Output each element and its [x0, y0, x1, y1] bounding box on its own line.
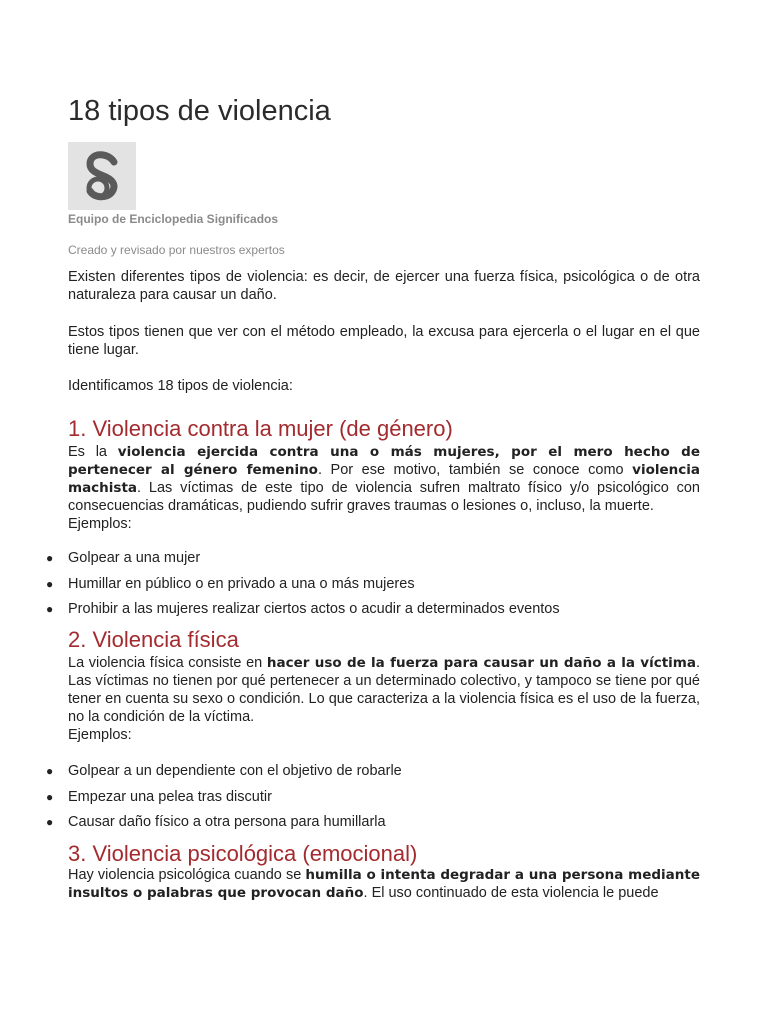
intro-paragraph: Existen diferentes tipos de violencia: es decir, de ejercer una fuerza física, psicológica o de otra naturaleza para causar un daño.: [68, 269, 700, 303]
list-item: ● Humillar en público o en privado a una o más mujeres: [0, 572, 700, 598]
section-heading: 1. Violencia contra la mujer (de género): [68, 416, 453, 441]
bullet-icon: ●: [46, 764, 54, 778]
bullet-icon: ●: [46, 576, 54, 591]
examples-list: [0, 759, 700, 836]
section-heading: 3. Violencia psicológica (emocional): [68, 841, 418, 866]
examples-label: Ejemplos:: [68, 516, 132, 532]
list-item: ● Golpear a un dependiente con el objetivo de robarle: [0, 759, 700, 785]
list-item: ● Golpear a una mujer: [0, 546, 700, 572]
list-item: ● Causar daño físico a otra persona para humillarla: [0, 810, 700, 836]
bullet-icon: ●: [46, 551, 54, 565]
section-body: La violencia física consiste en hacer uso de la fuerza para causar un daño a la víctima. Las víctimas no tienen por qué pertenecer a un determinado colectivo, y tampoco se tiene por qué tener en cuenta su sexo o condición. Lo que caracteriza a la violencia física es el uso de la fuerza, no la condición de la víctima.: [68, 655, 700, 725]
intro-paragraph: Estos tipos tienen que ver con el método empleado, la excusa para ejercerla o el lugar en el que tiene lugar.: [68, 324, 700, 358]
examples-list: [0, 546, 700, 623]
reviewed-note: Creado y revisado por nuestros expertos: [68, 243, 285, 257]
page-title: 18 tipos de violencia: [68, 95, 331, 127]
intro-paragraph: Identificamos 18 tipos de violencia:: [68, 378, 293, 394]
significados-logo: [68, 142, 136, 210]
examples-label: Ejemplos:: [68, 727, 132, 743]
bullet-icon: ●: [46, 602, 54, 616]
section-body: Es la violencia ejercida contra una o más mujeres, por el mero hecho de pertenecer al género femenino. Por ese motivo, también se conoce como violencia machista. Las víctimas de este tipo de violencia sufren maltrato físico y/o psicológico con consecuencias dramáticas, pudiendo sufrir graves traumas o lesiones o, incluso, la muerte.: [68, 444, 700, 514]
list-item: ● Prohibir a las mujeres realizar ciertos actos o acudir a determinados eventos: [0, 597, 700, 623]
bullet-icon: ●: [46, 789, 54, 804]
author-name: Equipo de Enciclopedia Significados: [68, 212, 279, 226]
section-body: Hay violencia psicológica cuando se humilla o intenta degradar a una persona mediante insultos o palabras que provocan daño. El uso continuado de esta violencia le puede: [68, 867, 700, 901]
list-item: ● Empezar una pelea tras discutir: [0, 785, 700, 811]
s-logo-icon: [68, 142, 136, 210]
section-heading: 2. Violencia física: [68, 627, 239, 652]
bullet-icon: ●: [46, 815, 54, 829]
